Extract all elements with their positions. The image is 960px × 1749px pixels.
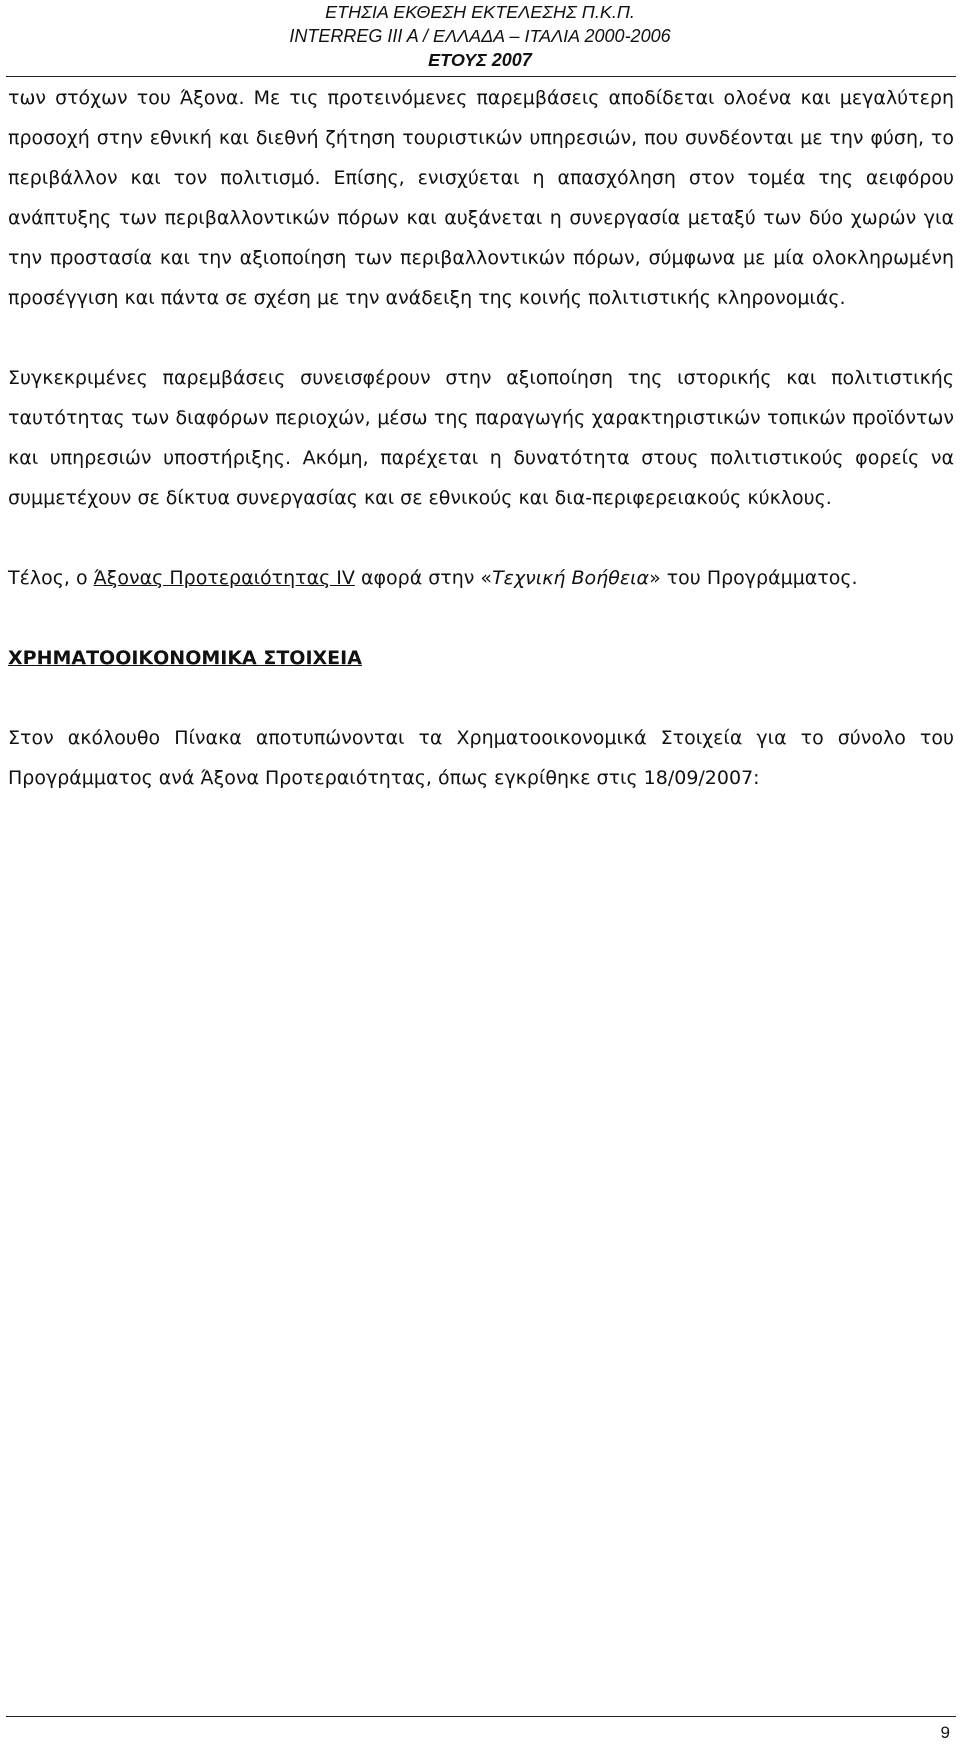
priority-axis-iv-reference: Άξονας Προτεραιότητας IV [93,567,355,589]
text-segment: αφορά στην « [354,567,493,589]
paragraph-specific-interventions: Συγκεκριμένες παρεμβάσεις συνεισφέρουν στην αξιοποίηση της ιστορικής και πολιτιστικής ταυτότητας των διαφόρων περιοχών, μέσω της παραγωγής χαρακτηριστικών τοπικών προϊόντων και υπηρεσιών υποστήριξης. Ακόμη, παρέχεται η δυνατότητα στους πολιτιστικούς φορείς να συμμετέχουν σε δίκτυα συνεργασίας και σε εθνικούς και δια-περιφερειακούς κύκλους. [8,367,954,509]
text-segment: » του Προγράμματος. [649,567,858,589]
paragraph-priority-axis-iv [8,558,954,598]
header-divider [6,76,956,77]
paragraph-axis-objectives: των στόχων του Άξονα. Με τις προτεινόμενες παρεμβάσεις αποδίδεται ολοένα και μεγαλύτερη προσοχή στην εθνική και διεθνή ζήτηση τουριστικών υπηρεσιών, που συνδέονται με την φύση, το περιβάλλον και τον πολιτισμό. Επίσης, ενισχύεται η απασχόληση στον τομέα της αειφόρου ανάπτυξης των περιβαλλοντικών πόρων και αυξάνεται η συνεργασία μεταξύ των δύο χωρών για την προστασία και την αξιοποίηση των περιβαλλοντικών πόρων, σύμφωνα με μία ολοκληρωμένη προσέγγιση και πάντα σε σχέση με την ανάδειξη της κοινής πολιτιστικής κληρονομιάς. [8,87,954,309]
paragraph-spacer [8,678,954,718]
technical-assistance-emphasis: Τεχνική Βοήθεια [492,567,650,589]
page-header [0,0,960,72]
paragraph-spacer [8,318,954,358]
header-report-title: ΕΤΗΣΙΑ ΕΚΘΕΣΗ ΕΚΤΕΛΕΣΗΣ Π.Κ.Π. [325,2,635,22]
section-heading-financial-data: ΧΡΗΜΑΤΟΟΙΚΟΝΟΜΙΚΑ ΣΤΟΙΧΕΙΑ [8,647,362,669]
paragraph-financial-table-intro: Στον ακόλουθο Πίνακα αποτυπώνονται τα Χρηματοοικονομικά Στοιχεία για το σύνολο του Προγράμματος ανά Άξονα Προτεραιότητας, όπως εγκρίθηκε στις 18/09/2007: [8,727,954,789]
footer-divider [6,1716,956,1717]
paragraph-spacer [8,518,954,558]
paragraph-spacer [8,598,954,638]
document-body [8,78,954,798]
page-number: 9 [940,1723,950,1742]
header-program-title: INTERREG III A / ΕΛΛΑΔΑ – ΙΤΑΛΙΑ 2000-2006 [289,26,671,46]
text-segment: Τέλος, ο [8,567,94,589]
header-year: ΕΤΟΥΣ 2007 [428,50,532,70]
